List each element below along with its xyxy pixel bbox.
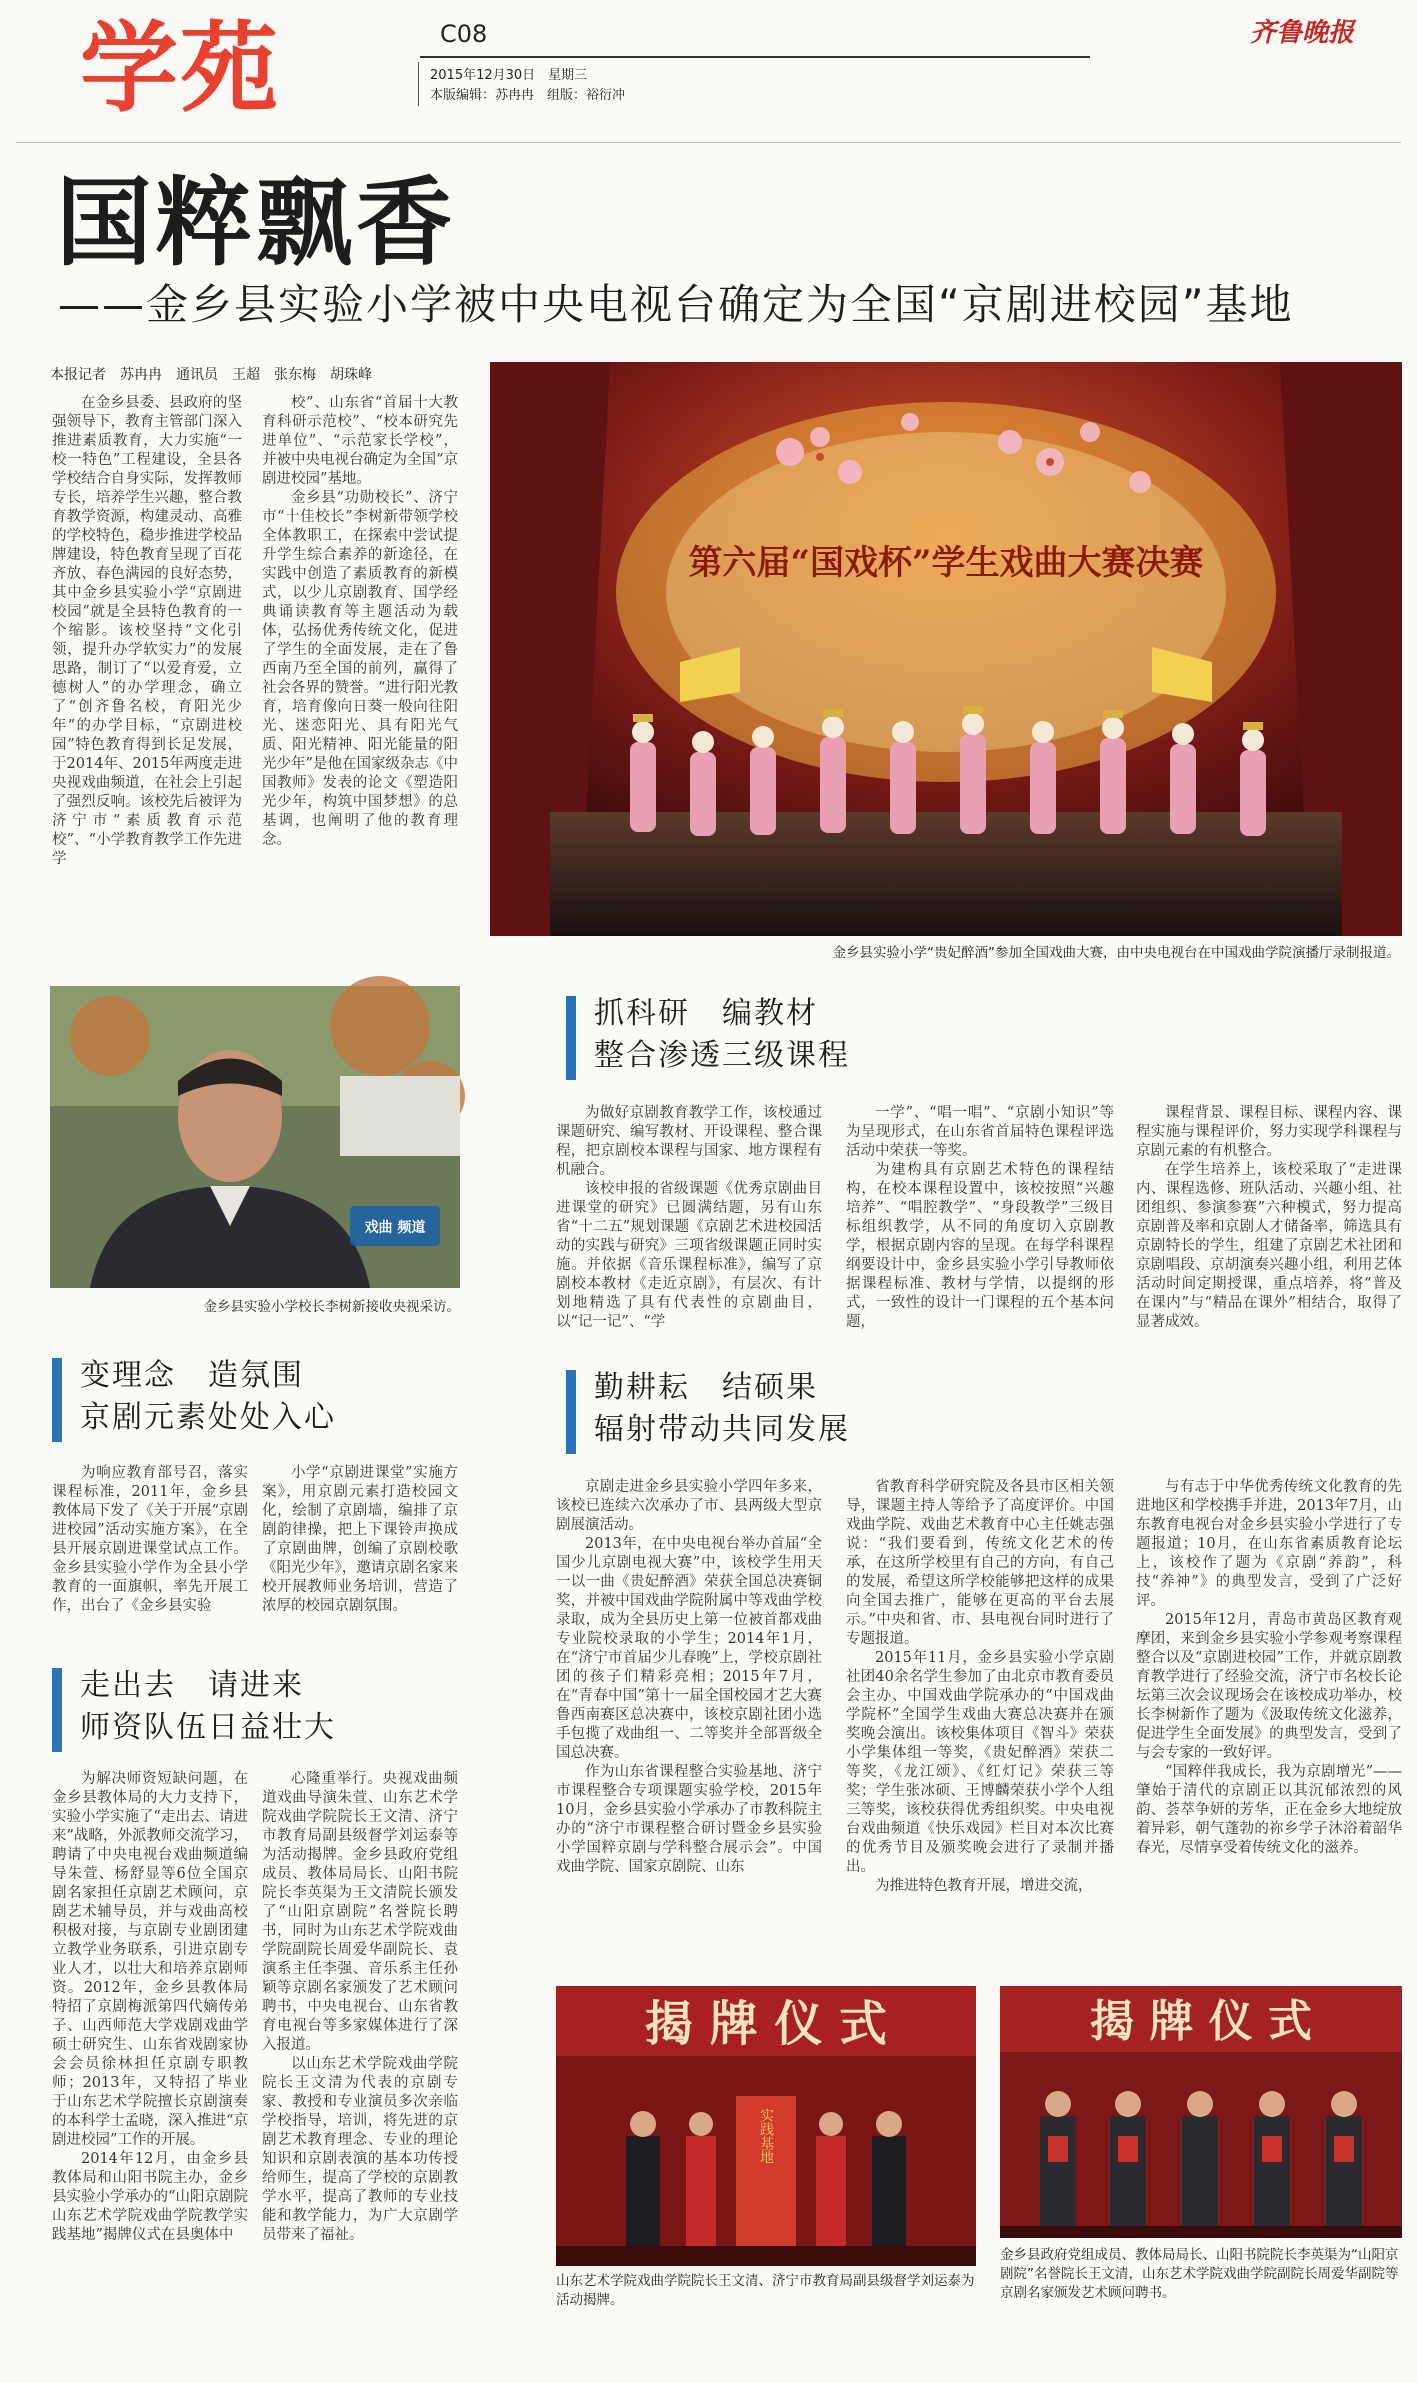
section-title: 抓科研 编教材 bbox=[594, 996, 818, 1031]
paragraph: 为建构具有京剧艺术特色的课程结构，在校本课程设置中，该校按照“兴趣培养”、“唱腔教学”、“身段教学”三级目标组织教学，从不同的角度切入京剧教学，根据京剧内容的呈现。在每学科课程纲要设计中，金乡县实验小学引导教师依据课程标准、教材与学情，以提纲的形式，一致性的设计一门课程的五个基本问题， bbox=[846, 1162, 1114, 1330]
masthead-rule bbox=[420, 56, 1090, 58]
paragraph: 京剧走进金乡县实验小学四年多来，该校已连续六次承办了市、县两级大型京剧展演活动。 bbox=[556, 1479, 822, 1533]
section-title: 勤耕耘 结硕果 bbox=[594, 1370, 818, 1405]
paragraph: 校”、山东省“首届十大教育科研示范校”、“校本研究先进单位”、“示范家长学校”，并被中央电视台确定为全国“京剧进校园”基地。 bbox=[262, 395, 458, 487]
paragraph: 心隆重举行。央视戏曲频道戏曲导演朱萱、山东艺术学院戏曲学院院长王文清、济宁市教育局副县级督学刘运泰等为活动揭牌。金乡县政府党组成员、教体局局长、山阳书院院长李英渠为王文清院长颁发了“山阳京剧院”名誉院长聘书，同时为山东艺术学院戏曲学院副院长周爱华副院长、袁演系主任李强、音乐系主任孙颖等京剧名家颁发了艺术顾问聘书，中央电视台、山东省教育电视台等多家媒体进行了深入报道。 bbox=[262, 1771, 458, 2053]
paragraph: 为推进特色教育开展，增进交流， bbox=[875, 1878, 1093, 1894]
paragraph: 一学”、“唱一唱”、“京剧小知识”等为呈现形式，在山东省首届特色课程评选活动中荣获一等奖。 bbox=[846, 1105, 1114, 1159]
stage-performance-photo bbox=[490, 362, 1402, 936]
photo-caption: 金乡县实验小学“贵妃醉酒”参加全国戏曲大赛，由中央电视台在中国戏曲学院演播厅录制报道。 bbox=[832, 945, 1400, 961]
section3-column-1 bbox=[556, 1104, 822, 1344]
photo-caption: 山东艺术学院戏曲学院院长王文清、济宁市教育局副县级督学刘运泰为活动揭牌。 bbox=[556, 2273, 975, 2308]
byline: 本报记者 苏冉冉 通讯员 王超 张东梅 胡珠峰 bbox=[50, 367, 372, 383]
editor-credits: 本版编辑：苏冉冉 组版：裕衍冲 bbox=[430, 88, 626, 103]
paragraph: “国粹伴我成长，我为京剧增光”——肇始于清代的京剧正以其沉郁浓烈的风韵、荟萃争妍的芳华，正在金乡大地绽放着异彩，朝气蓬勃的祢乡学子沐浴着韶华春光，尽情享受着传统文化的滋养。 bbox=[1136, 1764, 1402, 1856]
page-number: C08 bbox=[440, 20, 488, 48]
section1-column-2 bbox=[262, 1464, 458, 1634]
unveiling-ceremony-photo-2 bbox=[1000, 1986, 1402, 2238]
section4-column-3 bbox=[1136, 1478, 1402, 1972]
paragraph: 课程背景、课程目标、课程内容、课程实施与课程评价，努力实现学科课程与京剧元素的有机整合。 bbox=[1136, 1105, 1402, 1159]
section2-column-1 bbox=[52, 1770, 263, 2370]
paragraph: 作为山东省课程整合实验基地、济宁市课程整合专项课题实验学校，2015年10月，金乡县实验小学承办了市教科院主办的“济宁市课程整合研讨暨金乡县实验小学国粹京剧与学科整合展示会”。中国戏曲学院、国家京剧院、山东 bbox=[556, 1764, 822, 1875]
section3-column-2 bbox=[846, 1104, 1114, 1344]
paragraph: 与有志于中华优秀传统文化教育的先进地区和学校携手并进，2013年7月，山东教育电视台对金乡县实验小学进行了专题报道；10月，在山东省素质教育论坛上，该校作了题为《京剧“养韵”，科技“养神”》的典型发言，受到了广泛好评。 bbox=[1136, 1479, 1402, 1609]
section-title: 变理念 造氛围 bbox=[80, 1358, 304, 1393]
section2-column-2 bbox=[262, 1770, 458, 2370]
principal-interview-photo bbox=[50, 986, 460, 1288]
subheadline: ——金乡县实验小学被中央电视台确定为全国“京剧进校园”基地 bbox=[58, 280, 1294, 329]
unveiling-ceremony-photo-1 bbox=[556, 1986, 976, 2266]
stage-scene-illustration bbox=[490, 362, 1402, 936]
section-marker-bar bbox=[566, 996, 576, 1080]
section3-column-3 bbox=[1136, 1104, 1402, 1344]
paragraph: 小学“京剧进课堂”实施方案》，用京剧元素打造校园文化，绘制了京剧墙，编排了京剧韵律操，把上下课铃声换成了京剧曲牌，创编了京剧校歌《阳光少年》，邀请京剧名家来校开展教师业务培训，营造了浓厚的校园京剧氛围。 bbox=[262, 1465, 458, 1614]
section-title: 走出去 请进来 bbox=[80, 1668, 304, 1703]
paragraph: 2015年12月，青岛市黄岛区教育观摩团，来到金乡县实验小学参观考察课程整合以及“京剧进校园”工作，并就京剧教育教学进行了经验交流，济宁市名校长论坛第三次会议现场会在该校成功举办，校长李树新作了题为《汲取传统文化滋养，促进学生全面发展》的典型发言，受到了与会专家的一致好评。 bbox=[1136, 1612, 1402, 1761]
newspaper-logo: 齐鲁晚报 bbox=[1250, 18, 1355, 48]
principal-portrait-illustration bbox=[50, 986, 460, 1288]
paragraph: 该校申报的省级课题《优秀京剧曲目进课堂的研究》已圆满结题，另有山东省“十二五”规划课题《京剧艺术进校园活动的实践与研究》三项省级课题正同时实施。并依据《音乐课程标准》，编写了京剧校本教材《走近京剧》，有层次、有计划地精选了具有代表性的京剧曲目，以“记一记”、“学 bbox=[556, 1181, 822, 1330]
section4-column-1 bbox=[556, 1478, 822, 1972]
section-marker-bar bbox=[52, 1358, 62, 1442]
paragraph: 2014年12月，由金乡县教体局和山阳书院主办，金乡县实验小学承办的“山阳京剧院 山东艺术学院戏曲学院教学实践基地”揭牌仪式在县奥体中 bbox=[52, 2151, 263, 2243]
ceremony-scene-illustration bbox=[556, 1986, 976, 2266]
intro-column-1 bbox=[52, 394, 242, 954]
photo-caption: 金乡县政府党组成员、教体局局长、山阳书院院长李英渠为“山阳京剧院”名誉院长王文清，山东艺术学院戏曲学院副院长周爱华副院等京剧名家颁发艺术顾问聘书。 bbox=[1000, 2247, 1399, 2301]
paragraph: 为做好京剧教育教学工作，该校通过课题研究、编写教材、开设课程、整合课程，把京剧校本课程与国家、地方课程有机融合。 bbox=[556, 1105, 822, 1178]
section-masthead-title: 学苑 bbox=[80, 12, 281, 126]
tv-channel-logo: 戏曲 频道 bbox=[364, 1220, 426, 1236]
paragraph: 在金乡县委、县政府的坚强领导下，教育主管部门深入推进素质教育，大力实施“一校一特色”工程建设，全县各学校结合自身实际，发挥教师专长，培养学生兴趣，整合教育教学资源，构建灵动、高雅的学校特色，稳步推进学校品牌建设，特色教育呈现了百花齐放、春色满园的良好态势，其中金乡县实验小学“京剧进校园”就是全县特色教育的一个缩影。该校坚持“文化引领，提升办学软实力”的发展思路，制订了“以爱育爱，立德树人”的办学理念，确立了“创齐鲁名校，育阳光少年”的办学目标，“京剧进校园”特色教育得到长足发展，于2014年、2015年两度走进央视戏曲频道，在社会上引起了强烈反响。该校先后被评为济宁市“素质教育示范校”、“小学教育教学工作先进学 bbox=[52, 395, 242, 867]
banner-text: 揭 牌 仪 式 bbox=[1090, 1996, 1312, 2047]
stage-banner-text: 第六届“国戏杯”学生戏曲大赛决赛 bbox=[688, 543, 1204, 583]
section-title: 辐射带动共同发展 bbox=[594, 1412, 850, 1447]
headline: 国粹飘香 bbox=[56, 167, 456, 279]
section-title: 整合渗透三级课程 bbox=[594, 1038, 850, 1073]
paragraph: 2013年，在中央电视台举办首届“全国少儿京剧电视大赛”中，该校学生用天一以一曲《贵妃醉酒》荣获全国总决赛铜奖，并被中国戏曲学院附属中等戏曲学校录取，成为全县历史上第一位被首都戏曲专业院校录取的小学生；2014年1月，在“济宁市首届少儿春晚”上，学校京剧社团的孩子们精彩亮相；2015年7月，在“青春中国”第十一届全国校园才艺大赛鲁西南赛区总决赛中，该校京剧社团小选手包揽了戏曲组一、二等奖并全部晋级全国总决赛。 bbox=[556, 1536, 822, 1761]
paragraph: 为解决师资短缺问题，在金乡县教体局的大力支持下，实验小学实施了“走出去、请进来”战略，外派教师交流学习，聘请了中央电视台戏曲频道编导朱萱、杨舒显等6位全国京剧名家担任京剧艺术顾问，京剧艺术辅导员，并与戏曲高校积极对接，与京剧专业剧团建立教学业务联系，引进京剧专业人才，以壮大和培养京剧师资。2012年，金乡县教体局特招了京剧梅派第四代嫡传弟子、山西师范大学戏剧戏曲学硕士研究生、山东省戏剧家协会会员徐林担任京剧专职教师；2013年，又特招了毕业于山东艺术学院擅长京剧演奏的本科学士孟晓，深入推进“京剧进校园”工作的开展。 bbox=[52, 1771, 248, 2148]
paragraph: 省教育科学研究院及各县市区相关领导，课题主持人等给予了高度评价。中国戏曲学院、戏曲艺术教育中心主任姚志强说：“我们要看到，传统文化艺术的传承，在这所学校里有自己的方向，有自己的发展，希望这所学校能够把这样的成果向全国去推广，能够在更高的平台去展示。”中央和省、市、县电视台同时进行了专题报道。 bbox=[846, 1479, 1114, 1647]
paragraph: 为响应教育部号召，落实课程标准，2011年，金乡县教体局下发了《关于开展“京剧进校园”活动实施方案》，在全县开展京剧进课堂试点工作。金乡县实验小学作为全县小学教育的一面旗帜，率先开展工作，出台了《金乡县实验 bbox=[52, 1465, 248, 1614]
masthead-divider bbox=[16, 142, 1401, 143]
section-marker-bar bbox=[52, 1668, 62, 1752]
sign-text: 实践基地 bbox=[758, 2108, 774, 2164]
banner-text: 揭 牌 仪 式 bbox=[644, 1996, 888, 2052]
paragraph: 以山东艺术学院戏曲学院院长王文清为代表的京剧专家、教授和专业演员多次亲临学校指导，培训，将先进的京剧艺术教育理念、专业的理论知识和京剧表演的基本功传授给师生，提高了学校的京剧教学水平，提高了教师的专业技能和教学能力，为广大京剧学员带来了福祉。 bbox=[262, 2056, 458, 2243]
section-title: 师资队伍日益壮大 bbox=[80, 1710, 336, 1745]
section-marker-bar bbox=[566, 1370, 576, 1454]
masthead-vertical-rule bbox=[418, 62, 419, 106]
issue-date: 2015年12月30日 星期三 bbox=[430, 68, 588, 83]
paragraph: 在学生培养上，该校采取了“走进课内、课程选修、班队活动、兴趣小组、社团组织、参演参赛”六种模式，努力提高京剧普及率和京剧人才储备率，筛选具有京剧特长的学生，组建了京剧艺术社团和京剧唱段、京胡演奏兴趣小组，利用艺体活动时间定期授课，重点培养，将“普及在课内”与“精品在课外”相结合，取得了显著成效。 bbox=[1136, 1162, 1402, 1330]
paragraph: 金乡县“功勋校长”、济宁市“十佳校长”李树新带领学校全体教职工，在探索中尝试提升学生综合素养的新途径，在实践中创造了素质教育的新模式，以少儿京剧教育、国学经典诵读教育等主题活动为载体，弘扬优秀传统文化，促进了学生的全面发展，走在了鲁西南乃至全国的前列，赢得了社会各界的赞誉。“进行阳光教育，培育像向日葵一般向往阳光、迷恋阳光、具有阳光气质、阳光精神、阳光能量的阳光少年”是他在国家级杂志《中国教师》发表的论文《塑造阳光少年，构筑中国梦想》的总基调，也阐明了他的教育理念。 bbox=[262, 490, 458, 848]
section-title: 京剧元素处处入心 bbox=[80, 1400, 336, 1435]
paragraph: 2015年11月，金乡县实验小学京剧社团40余名学生参加了由北京市教育委员会主办、中国戏曲学院承办的“中国戏曲学院杯”全国学生戏曲大赛总决赛并在颁奖晚会演出。该校集体项目《智斗》荣获小学集体组一等奖，《贵妃醉酒》荣获二等奖，《龙江颂》、《红灯记》荣获三等奖；学生张冰硕、王博麟荣获小学个人组三等奖，该校获得优秀组织奖。中央电视台戏曲频道《快乐戏园》栏目对本次比赛的优秀节目及颁奖晚会进行了录制并播出。 bbox=[846, 1650, 1114, 1875]
intro-column-2 bbox=[262, 394, 458, 954]
ceremony-scene-illustration bbox=[1000, 1986, 1402, 2238]
section1-column-1 bbox=[52, 1464, 248, 1634]
section4-column-2 bbox=[846, 1478, 1114, 1972]
photo-caption: 金乡县实验小学校长李树新接收央视采访。 bbox=[203, 1299, 460, 1315]
